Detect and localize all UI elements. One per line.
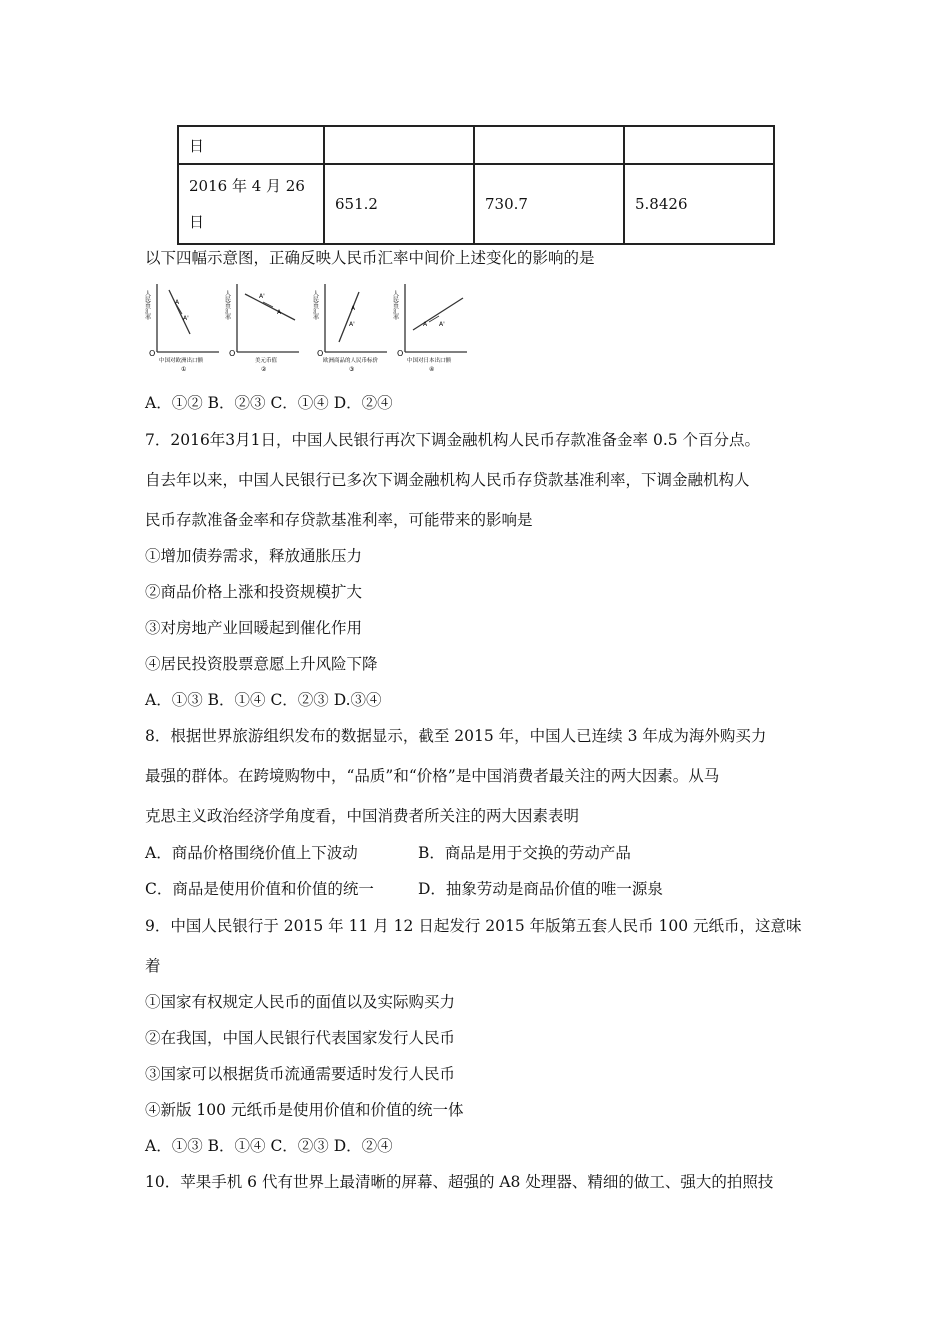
schematic-diagrams — [145, 282, 475, 374]
q6-options: A．①② B．②③ C．①④ D．②④ — [145, 394, 393, 412]
q7-line-2: 自去年以来，中国人民银行已多次下调金融机构人民币存贷款基准利率，下调金融机构人 — [145, 471, 750, 489]
point-a-prime: A' — [439, 321, 445, 328]
point-a: A — [423, 321, 428, 328]
table-cell — [178, 164, 324, 244]
point-a: A — [351, 305, 356, 312]
q9-line-1: 9．中国人民银行于 2015 年 11 月 12 日起发行 2015 年版第五套人民币 100 元纸币，这意味 — [145, 917, 802, 935]
q8-option-a: A．商品价格围绕价值上下波动 — [145, 844, 358, 862]
table-cell — [624, 126, 774, 164]
q7-line-1: 7．2016年3月1日，中国人民银行再次下调金融机构人民币存款准备金率 0.5 个百分点。 — [145, 431, 761, 449]
table-cell — [474, 126, 624, 164]
diagram-4 — [392, 284, 468, 373]
q6-stem: 以下四幅示意图，正确反映人民币汇率中间价上述变化的影响的是 — [145, 249, 595, 267]
table-row — [178, 126, 774, 164]
ylabel: 人民币汇率 — [391, 290, 399, 320]
date-line-2: 日 — [189, 213, 205, 231]
point-a: A — [175, 299, 180, 306]
table-cell: 730.7 — [474, 164, 624, 244]
q10-line-1: 10．苹果手机 6 代有世界上最清晰的屏幕、超强的 A8 处理器、精细的做工、强大的拍照技 — [145, 1173, 774, 1191]
point-a: A — [277, 309, 282, 316]
table-cell: 651.2 — [324, 164, 474, 244]
diagram-2 — [224, 284, 300, 373]
q7-item-4: ④居民投资股票意愿上升风险下降 — [145, 655, 378, 673]
xlabel: 中国对日本出口额 — [407, 358, 452, 364]
q9-item-4: ④新版 100 元纸币是使用价值和价值的统一体 — [145, 1101, 464, 1119]
chart-number: ② — [261, 366, 267, 373]
date-line-1: 2016 年 4 月 26 — [189, 177, 305, 195]
xlabel: 中国对欧洲出口额 — [159, 358, 204, 364]
q9-item-1: ①国家有权规定人民币的面值以及实际购买力 — [145, 993, 456, 1011]
table-row — [178, 164, 774, 244]
chart-number: ① — [181, 366, 187, 373]
origin-label: O — [397, 349, 404, 358]
q7-item-2: ②商品价格上涨和投资规模扩大 — [145, 583, 363, 601]
q8-option-d: D．抽象劳动是商品价值的唯一源泉 — [418, 880, 663, 898]
q7-item-1: ①增加债券需求，释放通胀压力 — [145, 547, 363, 565]
q9-options: A．①③ B．①④ C．②③ D．②④ — [145, 1137, 393, 1155]
q8-line-3: 克思主义政治经济学角度看，中国消费者所关注的两大因素表明 — [145, 807, 580, 825]
q8-option-b: B．商品是用于交换的劳动产品 — [418, 844, 631, 862]
chart-number: ③ — [349, 366, 355, 373]
diagram-1 — [144, 284, 220, 373]
q6-charts — [145, 282, 475, 378]
table-cell: 日 — [178, 126, 324, 164]
origin-label: O — [317, 349, 324, 358]
q7-options: A．①③ B．①④ C．②③ D.③④ — [145, 691, 382, 709]
q7-item-3: ③对房地产业回暖起到催化作用 — [145, 619, 363, 637]
ylabel: 人民币汇率 — [223, 290, 231, 320]
q7-line-3: 民币存款准备金率和存贷款基准利率，可能带来的影响是 — [145, 511, 533, 529]
q9-item-3: ③国家可以根据货币流通需要适时发行人民币 — [145, 1065, 456, 1083]
exchange-rate-table — [177, 125, 775, 245]
chart-number: ④ — [429, 366, 435, 373]
xlabel: 欧洲商品的人民币标价 — [323, 358, 379, 364]
diagram-3 — [312, 284, 388, 373]
ylabel: 人民币汇率 — [143, 290, 151, 320]
q8-line-1: 8．根据世界旅游组织发布的数据显示，截至 2015 年，中国人已连续 3 年成为海外购买力 — [145, 727, 767, 745]
q8-line-2: 最强的群体。在跨境购物中，“品质”和“价格”是中国消费者最关注的两大因素。从马 — [145, 767, 720, 785]
table-cell — [324, 126, 474, 164]
point-a-prime: A' — [259, 293, 265, 300]
table-cell: 5.8426 — [624, 164, 774, 244]
q9-line-2: 着 — [145, 957, 161, 975]
point-a-prime: A' — [349, 321, 355, 328]
origin-label: O — [149, 349, 156, 358]
ylabel: 人民币汇率 — [311, 290, 319, 320]
origin-label: O — [229, 349, 236, 358]
point-a-prime: A' — [183, 315, 189, 322]
xlabel: 美元币值 — [255, 358, 278, 364]
q8-option-c: C．商品是使用价值和价值的统一 — [145, 880, 374, 898]
q9-item-2: ②在我国，中国人民银行代表国家发行人民币 — [145, 1029, 456, 1047]
